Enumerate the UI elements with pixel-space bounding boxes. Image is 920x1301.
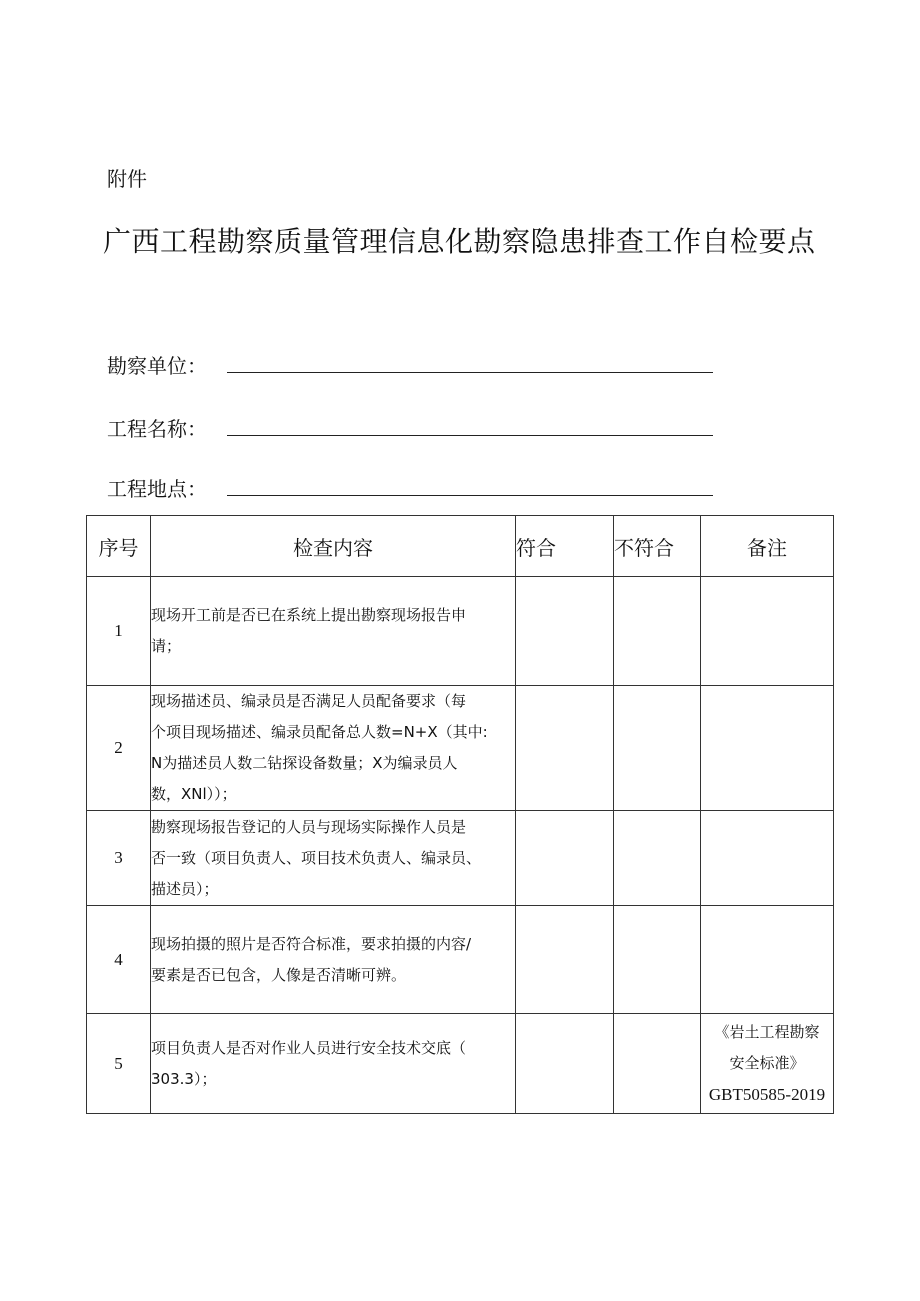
compliant-cell[interactable]	[516, 577, 614, 686]
noncompliant-cell[interactable]	[614, 906, 701, 1014]
row-number: 2	[87, 686, 151, 811]
content-line: 303.3）；	[151, 1069, 217, 1088]
row-number: 1	[87, 577, 151, 686]
noncompliant-cell[interactable]	[614, 811, 701, 906]
remark-cell[interactable]	[701, 906, 834, 1014]
field-label: 勘察单位：	[107, 354, 207, 378]
fill-in-line[interactable]	[227, 495, 713, 496]
header-compliant: 符合	[516, 516, 614, 577]
compliant-cell[interactable]	[516, 686, 614, 811]
field-project-location	[107, 473, 207, 502]
remark-cell[interactable]	[701, 577, 834, 686]
noncompliant-cell[interactable]	[614, 686, 701, 811]
field-label: 工程名称：	[107, 417, 207, 441]
field-label: 工程地点：	[107, 477, 207, 501]
compliant-cell[interactable]	[516, 906, 614, 1014]
content-line: 要素是否已包含，人像是否清晰可辨。	[151, 965, 407, 984]
table-row	[87, 577, 834, 686]
remark-line: GBT50585-2019	[708, 1085, 826, 1104]
content-line: 描述员）；	[151, 879, 219, 898]
attachment-label: 附件	[107, 167, 147, 191]
field-project-name	[107, 413, 207, 442]
table-header-row	[87, 516, 834, 577]
remark-cell[interactable]	[701, 686, 834, 811]
table-row	[87, 1014, 834, 1114]
content-line: 勘察现场报告登记的人员与现场实际操作人员是	[151, 817, 467, 836]
header-remark: 备注	[701, 516, 834, 577]
header-seq: 序号	[87, 516, 151, 577]
header-noncompliant: 不符合	[614, 516, 701, 577]
table-row	[87, 906, 834, 1014]
content-line: 项目负责人是否对作业人员进行安全技术交底（	[151, 1038, 467, 1057]
content-line: 否一致（项目负责人、项目技术负责人、编录员、	[151, 848, 482, 867]
row-content	[151, 686, 516, 811]
row-number: 4	[87, 906, 151, 1014]
compliant-cell[interactable]	[516, 811, 614, 906]
row-content	[151, 906, 516, 1014]
field-survey-unit	[107, 350, 207, 379]
row-number: 5	[87, 1014, 151, 1114]
remark-line: 《岩土工程勘察	[714, 1023, 820, 1041]
content-line: N为描述员人数二钻探设备数量；X为编录员人	[151, 754, 458, 772]
fill-in-line[interactable]	[227, 372, 713, 373]
noncompliant-cell[interactable]	[614, 1014, 701, 1114]
fill-in-line[interactable]	[227, 435, 713, 436]
content-line: 个项目现场描述、编录员配备总人数=N+X（其中:	[151, 723, 488, 741]
checklist-table	[86, 515, 834, 1114]
noncompliant-cell[interactable]	[614, 577, 701, 686]
row-content	[151, 577, 516, 686]
row-content	[151, 811, 516, 906]
table-row	[87, 811, 834, 906]
remark-line: 安全标准》	[729, 1054, 805, 1072]
content-line: 现场拍摄的照片是否符合标准，要求拍摄的内容/	[151, 934, 472, 953]
compliant-cell[interactable]	[516, 1014, 614, 1114]
remark-cell[interactable]	[701, 811, 834, 906]
remark-cell[interactable]	[701, 1014, 834, 1114]
row-content	[151, 1014, 516, 1114]
row-number: 3	[87, 811, 151, 906]
table-row	[87, 686, 834, 811]
header-content: 检查内容	[151, 516, 516, 577]
content-line: 数，XNl））；	[151, 785, 237, 803]
content-line: 现场描述员、编录员是否满足人员配备要求（每	[151, 692, 467, 710]
content-line: 请；	[151, 637, 182, 655]
document-title: 广西工程勘察质量管理信息化勘察隐患排查工作自检要点	[103, 225, 816, 258]
content-line: 现场开工前是否已在系统上提出勘察现场报告申	[151, 606, 467, 624]
